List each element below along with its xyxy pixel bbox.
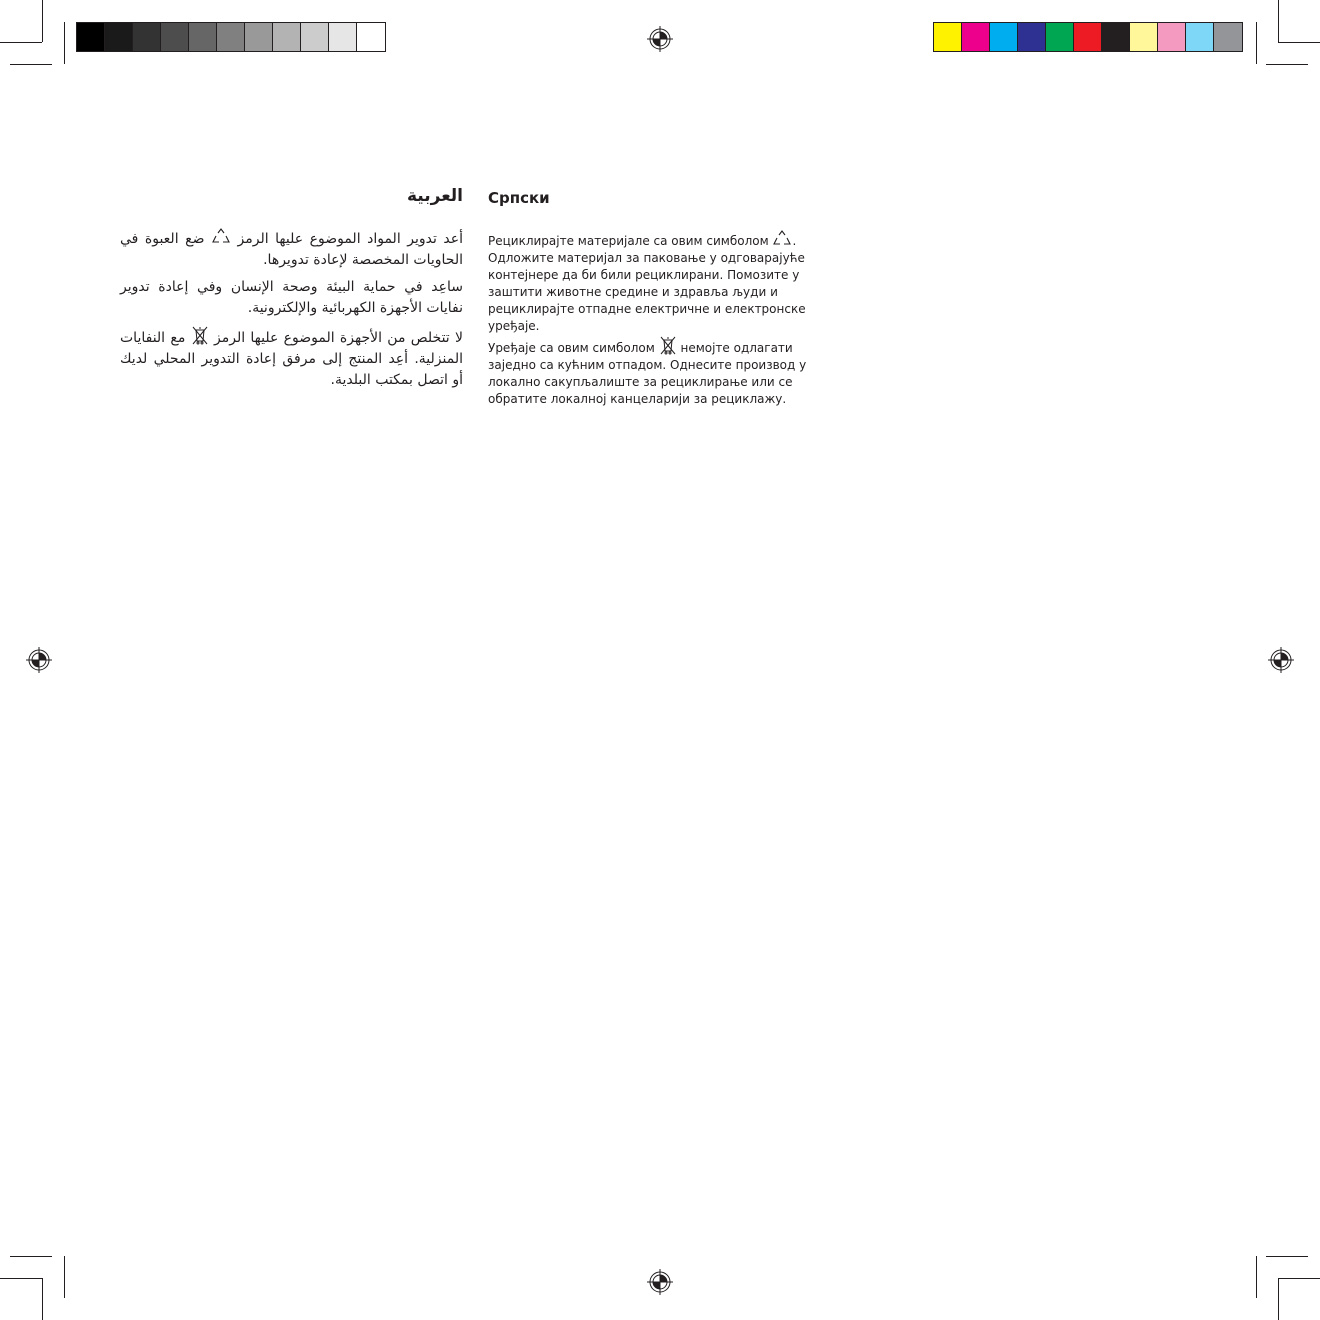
- gray-swatch: [329, 23, 357, 51]
- registration-mark-icon: [647, 1269, 673, 1295]
- crop-mark: [1266, 1256, 1308, 1257]
- serbian-heading: Српски: [488, 189, 550, 207]
- serbian-text-block: [488, 230, 808, 408]
- registration-mark-icon: [1268, 647, 1294, 673]
- crop-mark: [42, 1278, 43, 1320]
- color-swatch: [962, 23, 990, 51]
- crop-mark: [64, 1256, 65, 1298]
- crop-mark: [1278, 1278, 1279, 1320]
- color-swatch: [1046, 23, 1074, 51]
- gray-swatch: [273, 23, 301, 51]
- serbian-paragraph: [488, 335, 808, 408]
- crop-mark: [64, 22, 65, 64]
- gray-swatch: [105, 23, 133, 51]
- recycle-icon: [772, 230, 792, 248]
- color-swatch: [1186, 23, 1214, 51]
- registration-mark-icon: [647, 26, 673, 52]
- crop-mark: [1256, 1256, 1257, 1298]
- gray-swatch: [245, 23, 273, 51]
- serbian-text: Рециклирајте материјале са овим симболом: [488, 234, 769, 248]
- gray-swatch: [161, 23, 189, 51]
- arabic-heading: العربية: [406, 186, 463, 206]
- color-swatch: [1214, 23, 1242, 51]
- gray-swatch: [217, 23, 245, 51]
- registration-mark-icon: [26, 647, 52, 673]
- crop-mark: [1256, 22, 1257, 64]
- crop-mark: [0, 42, 42, 43]
- crop-mark: [1278, 0, 1279, 42]
- arabic-paragraph: [120, 277, 463, 319]
- serbian-text: .: [792, 234, 797, 248]
- serbian-text: немојте одлагати заједно са кућним отпадом. Однесите производ у локално сакупљалиште за рециклирање или се обратите локалној канцеларији за рециклажу.: [488, 341, 807, 406]
- gray-swatch: [301, 23, 329, 51]
- serbian-paragraph: [488, 230, 808, 335]
- color-swatch: [934, 23, 962, 51]
- gray-swatch: [77, 23, 105, 51]
- serbian-text: Уређаје са овим симболом: [488, 341, 655, 355]
- color-swatch: [990, 23, 1018, 51]
- crop-mark: [10, 1256, 52, 1257]
- serbian-text: Одложите материјал за паковање у одговарајуће контејнере да би били рециклирани. Помозите у заштити животне средине и здравља људи и рециклирајте отпадне електричне и електронске уређаје.: [488, 251, 806, 333]
- recycle-icon: [211, 228, 231, 246]
- arabic-paragraph: [120, 325, 463, 391]
- weee-bin-icon: [191, 325, 209, 345]
- crop-mark: [1266, 64, 1308, 65]
- color-swatch: [1018, 23, 1046, 51]
- arabic-text: أعد تدوير المواد الموضوع عليها الرمز: [237, 231, 463, 247]
- gray-swatch: [189, 23, 217, 51]
- color-swatch: [1158, 23, 1186, 51]
- weee-bin-icon: [659, 335, 677, 355]
- crop-mark: [10, 64, 52, 65]
- crop-mark: [1278, 42, 1320, 43]
- gray-swatch: [357, 23, 385, 51]
- arabic-paragraph: [120, 228, 463, 271]
- grayscale-color-bar: [76, 22, 386, 52]
- arabic-text-block: [120, 228, 463, 391]
- arabic-text: مع النفايات المنزلية. أعِد المنتج إلى مرفق إعادة التدوير المحلي لديك أو اتصل بمكتب البلدية.: [120, 330, 463, 388]
- arabic-text: ضع العبوة في الحاويات المخصصة لإعادة تدويرها.: [120, 231, 463, 268]
- color-swatch: [1130, 23, 1158, 51]
- process-color-bar: [933, 22, 1243, 52]
- color-swatch: [1074, 23, 1102, 51]
- crop-mark: [42, 0, 43, 42]
- arabic-text: ساعِد في حماية البيئة وصحة الإنسان وفي إعادة تدوير نفايات الأجهزة الكهربائية والإلكترونية.: [120, 279, 463, 316]
- crop-mark: [0, 1278, 42, 1279]
- crop-mark: [1278, 1278, 1320, 1279]
- gray-swatch: [133, 23, 161, 51]
- color-swatch: [1102, 23, 1130, 51]
- arabic-text: لا تتخلص من الأجهزة الموضوع عليها الرمز: [214, 330, 464, 346]
